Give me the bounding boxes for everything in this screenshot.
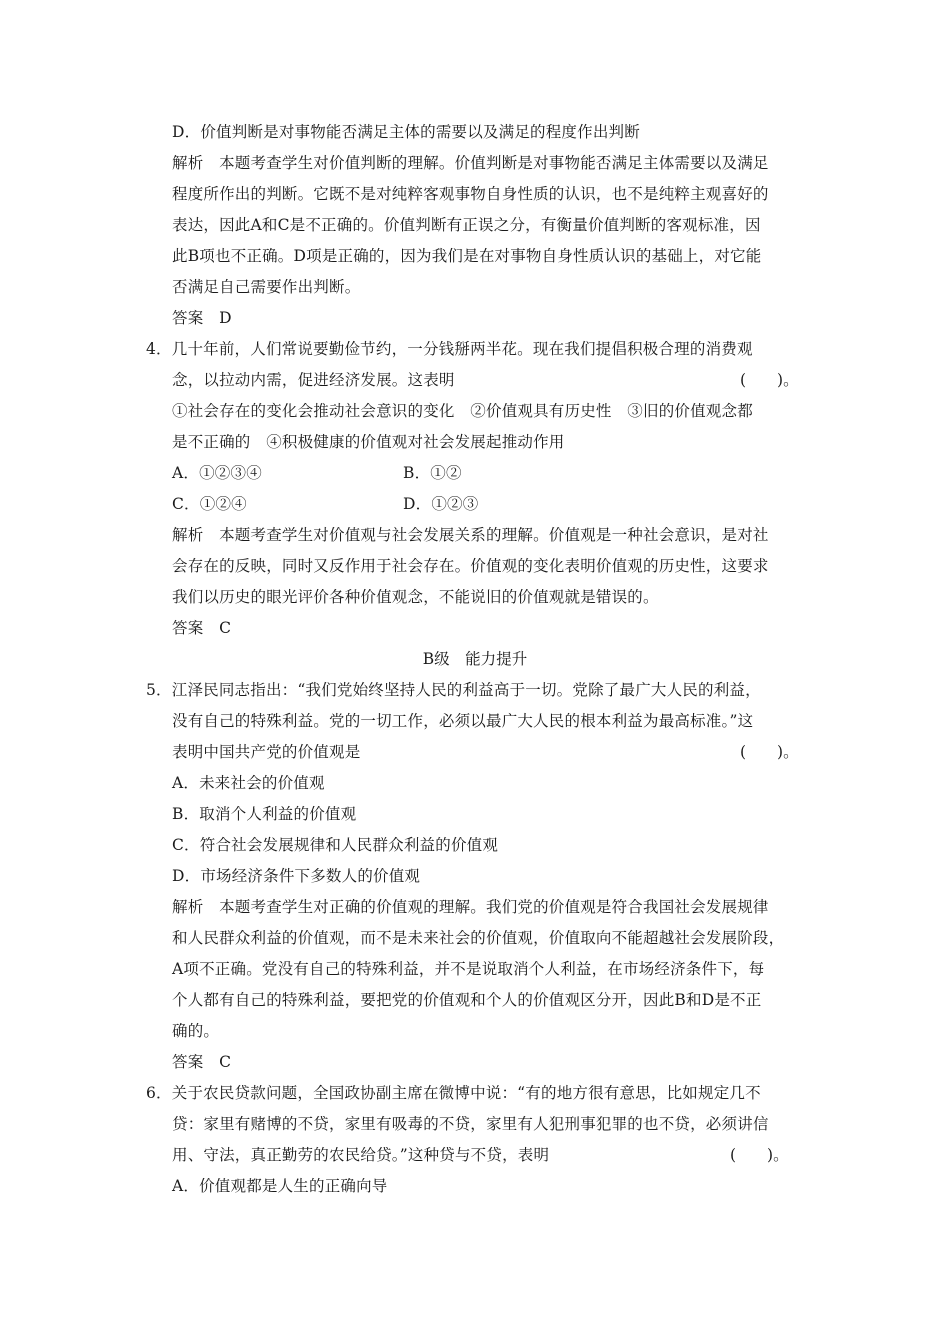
q4-option-d: D．①②③ (403, 495, 479, 513)
q4-analysis-line-3: 我们以历史的眼光评价各种价值观念，不能说旧的价值观就是错误的。 (172, 588, 659, 606)
q4-analysis-line-1: 解析 本题考查学生对价值观与社会发展关系的理解。价值观是一种社会意识，是对社 (172, 526, 769, 544)
q4-option-a: A．①②③④ (172, 464, 262, 482)
q3-analysis-line-2: 程度所作出的判断。它既不是对纯粹客观事物自身性质的认识，也不是纯粹主观喜好的 (172, 185, 769, 203)
q5-stem-line-3: 表明中国共产党的价值观是 (172, 743, 361, 761)
q5-analysis-line-2: 和人民群众利益的价值观，而不是未来社会的价值观，价值取向不能超越社会发展阶段， (172, 929, 785, 947)
q4-stem-line-1: 4．几十年前，人们常说要勤俭节约，一分钱掰两半花。现在我们提倡积极合理的消费观 (146, 340, 753, 358)
q5-analysis-line-1: 解析 本题考查学生对正确的价值观的理解。我们党的价值观是符合我国社会发展规律 (172, 898, 769, 916)
q5-option-a: A．未来社会的价值观 (172, 774, 325, 792)
q5-answer-blank: ( )。 (740, 743, 799, 761)
q4-analysis-line-2: 会存在的反映，同时又反作用于社会存在。价值观的变化表明价值观的历史性，这要求 (172, 557, 769, 575)
q4-stem-line-2: 念，以拉动内需，促进经济发展。这表明 (172, 371, 455, 389)
q3-analysis-line-3: 表达，因此A和C是不正确的。价值判断有正误之分，有衡量价值判断的客观标准，因 (172, 216, 761, 234)
q6-stem-line-3: 用、守法，真正勤劳的农民给贷。”这种贷与不贷，表明 (172, 1146, 550, 1164)
q5-stem-line-1: 5．江泽民同志指出：“我们党始终坚持人民的利益高于一切。党除了最广大人民的利益， (146, 681, 761, 699)
q3-analysis-line-4: 此B项也不正确。D项是正确的，因为我们是在对事物自身性质认识的基础上，对它能 (172, 247, 762, 265)
q5-answer: 答案 C (172, 1053, 232, 1071)
q5-stem-line-2: 没有自己的特殊利益。党的一切工作，必须以最广大人民的根本利益为最高标准。”这 (172, 712, 754, 730)
q5-option-d: D．市场经济条件下多数人的价值观 (172, 867, 421, 885)
q5-option-b: B．取消个人利益的价值观 (172, 805, 357, 823)
section-heading: B级 能力提升 (422, 650, 528, 668)
q6-option-a: A．价值观都是人生的正确向导 (172, 1177, 388, 1195)
q4-statements-line-1: ①社会存在的变化会推动社会意识的变化 ②价值观具有历史性 ③旧的价值观念都 (172, 402, 753, 420)
q3-analysis-line-5: 否满足自己需要作出判断。 (172, 278, 361, 296)
q4-statements-line-2: 是不正确的 ④积极健康的价值观对社会发展起推动作用 (172, 433, 565, 451)
q4-option-b: B．①② (403, 464, 462, 482)
q4-answer-blank: ( )。 (740, 371, 799, 389)
q5-analysis-line-5: 确的。 (172, 1022, 220, 1040)
q6-answer-blank: ( )。 (730, 1146, 789, 1164)
q5-option-c: C．符合社会发展规律和人民群众利益的价值观 (172, 836, 499, 854)
q6-stem-line-2: 贷：家里有赌博的不贷，家里有吸毒的不贷，家里有人犯刑事犯罪的也不贷，必须讲信 (172, 1115, 769, 1133)
q4-answer: 答案 C (172, 619, 232, 637)
q3-option-d: D．价值判断是对事物能否满足主体的需要以及满足的程度作出判断 (172, 123, 640, 141)
q3-answer: 答案 D (172, 309, 232, 327)
q3-analysis-line-1: 解析 本题考查学生对价值判断的理解。价值判断是对事物能否满足主体需要以及满足 (172, 154, 769, 172)
q4-option-c: C．①②④ (172, 495, 247, 513)
q5-analysis-line-4: 个人都有自己的特殊利益，要把党的价值观和个人的价值观区分开，因此B和D是不正 (172, 991, 762, 1009)
q5-analysis-line-3: A项不正确。党没有自己的特殊利益，并不是说取消个人利益，在市场经济条件下，每 (172, 960, 765, 978)
q6-stem-line-1: 6．关于农民贷款问题，全国政协副主席在微博中说：“有的地方很有意思，比如规定几不 (146, 1084, 761, 1102)
